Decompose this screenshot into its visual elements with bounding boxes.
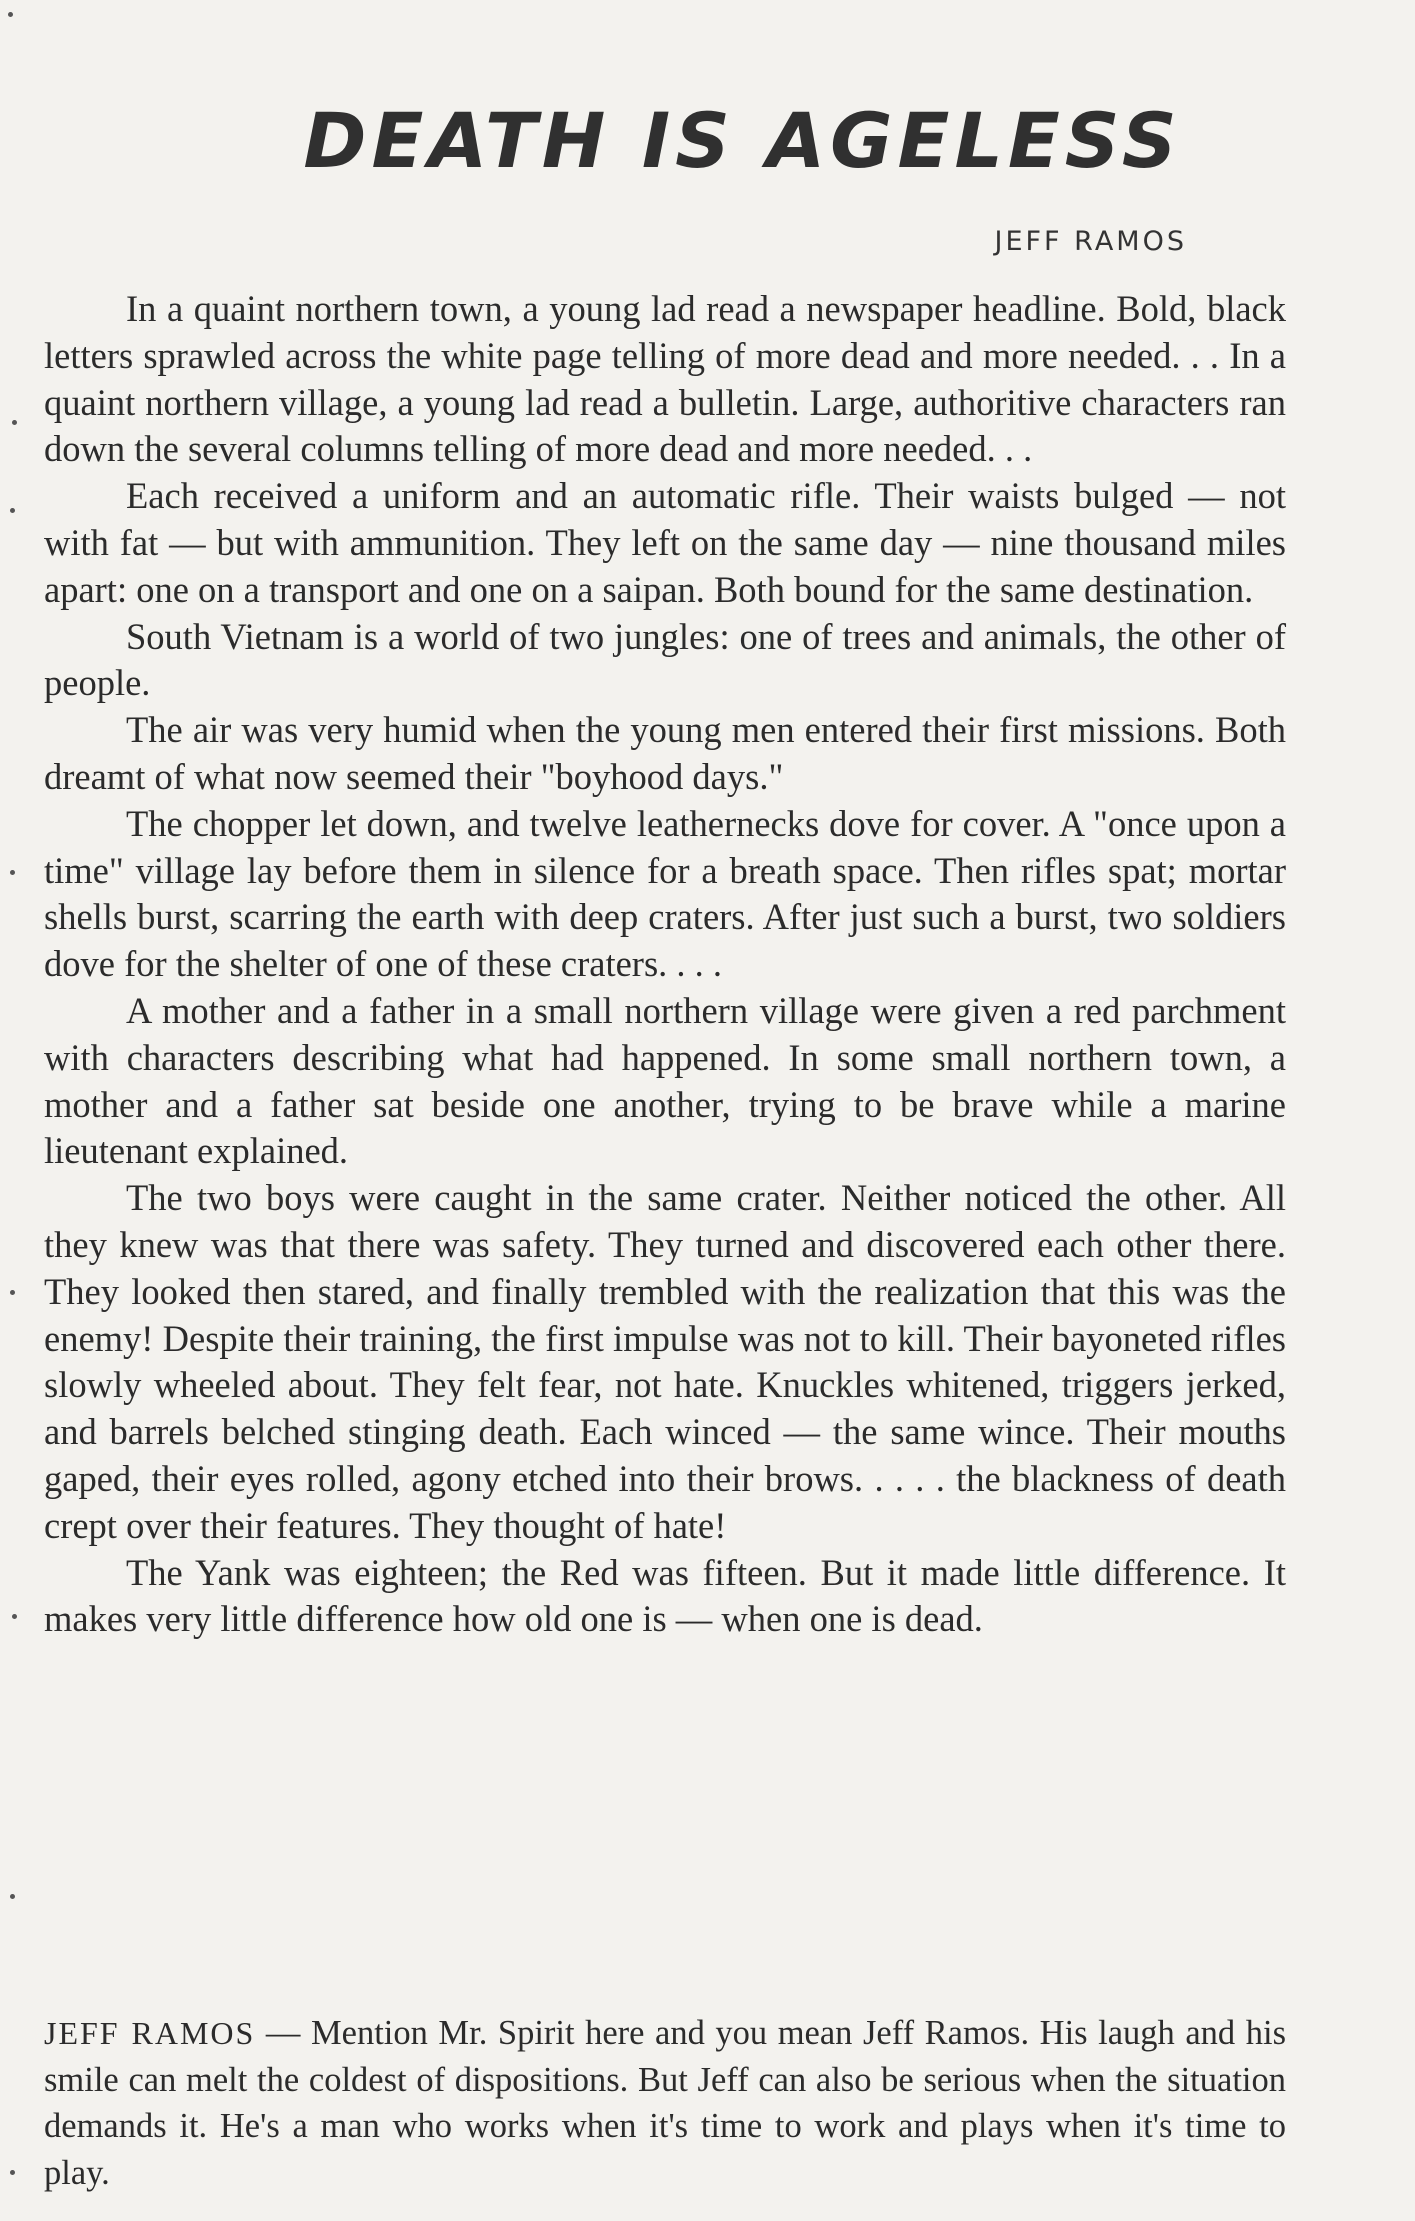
page-speck	[10, 1894, 15, 1899]
page-speck	[10, 2170, 15, 2175]
article-paragraph: The Yank was eighteen; the Red was fifteen. But it made little difference. It makes very little difference how old one is — when one is dead.	[44, 1551, 1286, 1640]
page-speck	[12, 420, 17, 425]
article-paragraph: The air was very humid when the young men entered their first missions. Both dreamt of what now seemed their "boyhood days."	[44, 709, 1286, 797]
page-speck	[8, 12, 13, 17]
page-speck	[10, 870, 15, 875]
article-paragraph: The chopper let down, and twelve leathernecks dove for cover. A "once upon a time" village lay before them in silence for a breath space. Then rifles spat; mortar shells burst, scarring the earth with deep craters. After just such a burst, two soldiers dove for the shelter of one of these craters. . . .	[44, 802, 1286, 985]
page-speck	[10, 508, 15, 513]
author-byline: JEFF RAMOS	[994, 226, 1187, 257]
page-speck	[12, 1614, 17, 1619]
author-bio	[44, 2010, 1286, 2196]
page-speck	[10, 1290, 15, 1295]
article-body	[44, 286, 1286, 1643]
bio-text: — Mention Mr. Spirit here and you mean Jeff Ramos. His laugh and his smile can melt the coldest of dispositions. But Jeff can also be serious when the situation demands it. He's a man who works when it's time to work and plays when it's time to play.	[44, 2014, 1286, 2192]
article-paragraph: Each received a uniform and an automatic rifle. Their waists bulged — not with fat — but with ammunition. They left on the same day — nine thousand miles apart: one on a transport and one on a saipan. Both bound for the same destination.	[44, 475, 1286, 610]
article-paragraph: A mother and a father in a small northern village were given a red parchment with characters describing what had happened. In some small northern town, a mother and a father sat beside one another, trying to be brave while a marine lieutenant explained.	[44, 989, 1286, 1172]
article-paragraph: In a quaint northern town, a young lad read a newspaper headline. Bold, black letters sprawled across the white page telling of more dead and more needed. . . In a quaint northern village, a young lad read a bulletin. Large, authoritive characters ran down the several columns telling of more dead and more needed. . .	[44, 288, 1286, 470]
bio-name: JEFF RAMOS	[44, 2015, 256, 2051]
article-title: DEATH IS AGELESS	[303, 96, 1182, 185]
article-paragraph: South Vietnam is a world of two jungles: one of trees and animals, the other of people.	[44, 615, 1286, 704]
article-paragraph: The two boys were caught in the same crater. Neither noticed the other. All they knew was that there was safety. They turned and discovered each other there. They looked then stared, and finally trembled with the realization that this was the enemy! Despite their training, the first impulse was not to kill. Their bayoneted rifles slowly wheeled about. They felt fear, not hate. Knuckles whitened, triggers jerked, and barrels belched stinging death. Each winced — the same wince. Their mouths gaped, their eyes rolled, agony etched into their brows. . . . . the blackness of death crept over their features. They thought of hate!	[44, 1177, 1286, 1546]
